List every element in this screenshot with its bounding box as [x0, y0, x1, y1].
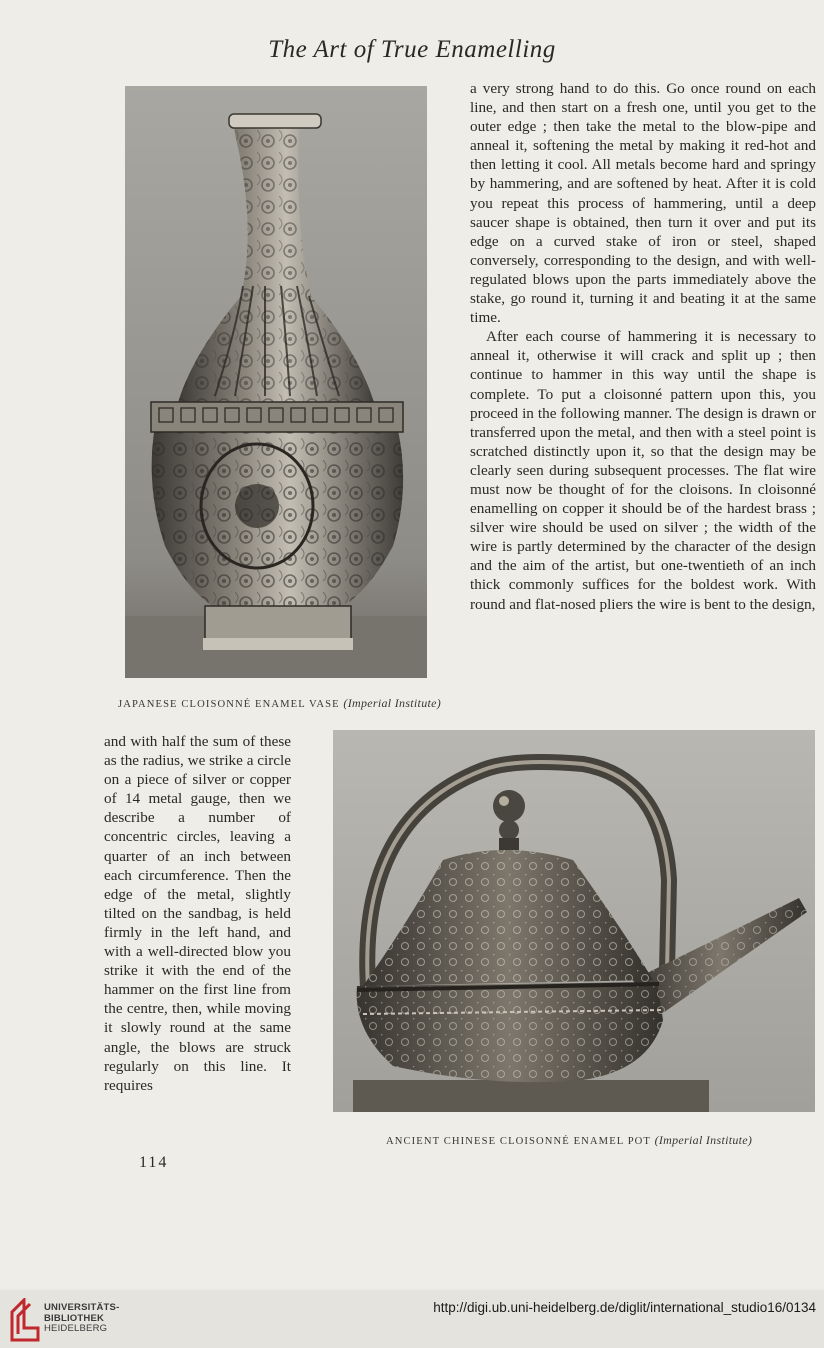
library-name-line-2: BIBLIOTHEK: [44, 1312, 105, 1324]
library-logo-icon: [10, 1298, 40, 1342]
vase-caption-main: JAPANESE CLOISONNÉ ENAMEL VASE: [118, 699, 340, 710]
vase-plate: [125, 86, 427, 678]
library-name: [44, 1303, 119, 1335]
pot-caption-main: ANCIENT CHINESE CLOISONNÉ ENAMEL POT: [386, 1136, 651, 1147]
left-paragraph: and with half the sum of these as the radius, we strike a circle on a piece of silver or copper of 14 metal gauge, then we describe a number of concentric circles, leaving a quarter of an inch between each circumference. Then the edge of the metal, slightly tilted on the sandbag, is held firmly in the left hand, and with a well-directed blow you strike it with the end of the hammer on the first line from the centre, then, while moving it slowly round at the same angle, the blows are struck regularly on this line. It requires: [104, 733, 291, 1094]
library-name-line-3: HEIDELBERG: [44, 1323, 108, 1334]
page-number: 114: [139, 1154, 169, 1171]
pot-caption: [386, 1133, 752, 1148]
pot-caption-source: (Imperial Institute): [654, 1133, 753, 1147]
right-paragraph-2: After each course of hammering it is necessary to anneal it, otherwise it will crack and split up ; then continue to hammer in this way until the shape is complete. To put a cloisonné pattern upon this, you proceed in the following manner. The design is drawn or transferred upon the metal, and then with a steel point is scratched distinctly upon it, so that the design may be clearly seen during subsequent processes. The flat wire must now be thought of for the cloisons. In cloisonné enamelling on copper it should be of the hardest brass ; silver wire should be used on silver ; the width of the wire is partly determined by the character of the design and the aim of the artist, but one-twentieth of an inch thick commonly suffices for the boldest work. With round and flat-nosed pliers the wire is bent to the design,: [470, 328, 816, 613]
running-head: The Art of True Enamelling: [268, 36, 556, 63]
source-url-link[interactable]: http://digi.ub.uni-heidelberg.de/diglit/international_studio16/0134: [433, 1300, 816, 1315]
right-paragraph-1: a very strong hand to do this. Go once round on each line, and then start on a fresh one, until you get to the outer edge ; then take the metal to the blow-pipe and anneal it, softening the metal by making it red-hot and then letting it cool. All metals become hard and springy by hammering, and are softened by heat. After it is cold you repeat this process of hammering, until a deep saucer shape is obtained, then turn it over and put its edge on a curved stake of iron or steel, shaped conversely, corresponding to the design, and with well-regulated blows upon the parts immediately above the stake, go round it, turning it and beating it at the same time.: [470, 80, 816, 327]
pot-image: [333, 730, 815, 1112]
library-footer: [0, 1290, 824, 1348]
left-text-column: [104, 732, 291, 1095]
right-text-column: [470, 79, 816, 614]
vase-caption: [118, 696, 441, 711]
pot-plate: [333, 730, 815, 1112]
vase-caption-source: (Imperial Institute): [343, 696, 442, 710]
library-name-line-1: UNIVERSITÄTS-: [44, 1302, 120, 1313]
vase-image: [125, 86, 427, 678]
